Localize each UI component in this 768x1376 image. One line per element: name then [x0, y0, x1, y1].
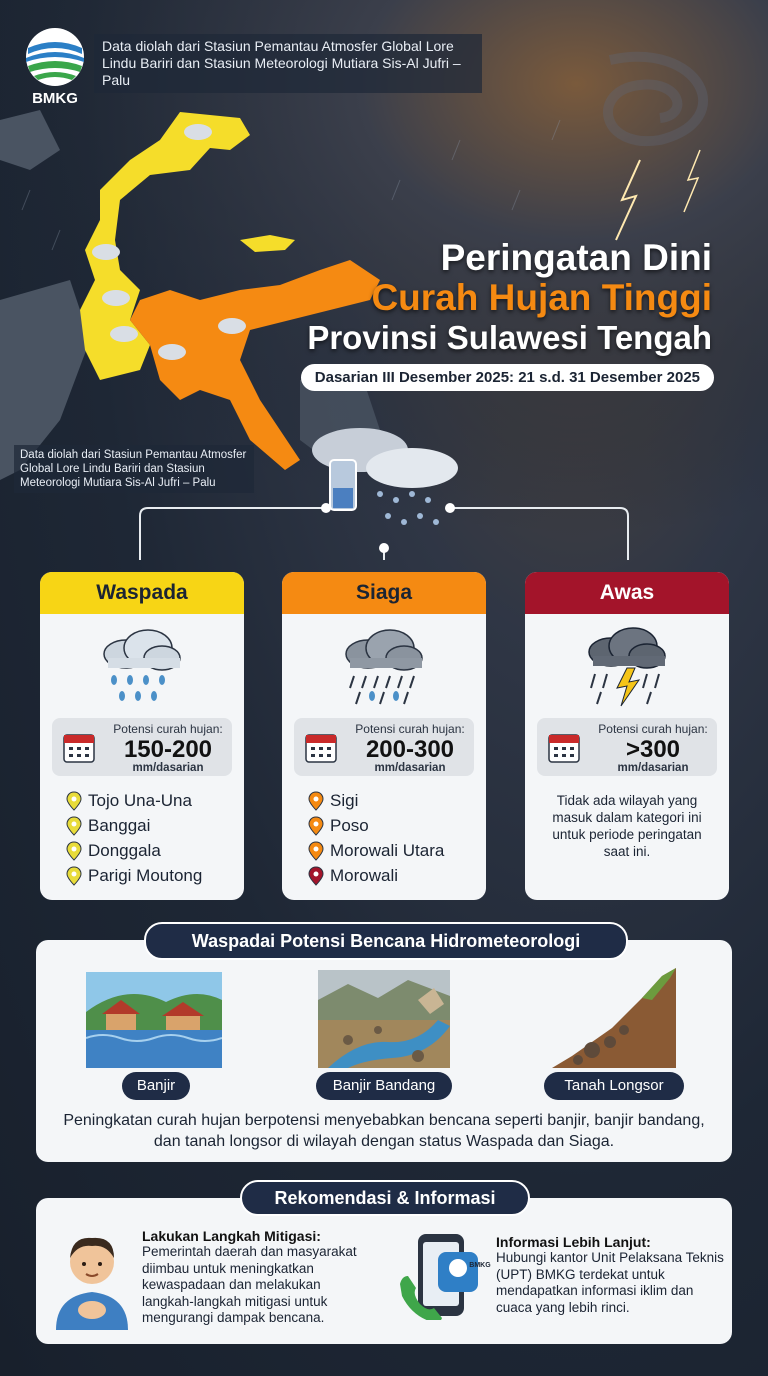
- potensi-box-siaga: [294, 718, 474, 776]
- flood-illustration: [86, 972, 222, 1068]
- location-item: [308, 788, 444, 813]
- potensi-unit: mm/dasarian: [617, 762, 689, 774]
- card-waspada: [40, 572, 244, 900]
- mitigation-block: [142, 1228, 372, 1327]
- card-siaga-title: Siaga: [282, 572, 486, 614]
- map-pin-icon: [66, 841, 82, 861]
- mitigation-heading: Lakukan Langkah Mitigasi:: [142, 1228, 321, 1244]
- map-pin-icon: [66, 816, 82, 836]
- hazard-title: Waspadai Potensi Bencana Hidrometeorologi: [144, 922, 628, 960]
- location-name: Poso: [330, 816, 369, 835]
- title-line-3: Provinsi Sulawesi Tengah: [307, 319, 712, 356]
- location-name: Parigi Moutong: [88, 866, 203, 885]
- location-list-siaga: [308, 788, 444, 888]
- card-siaga: [282, 572, 486, 900]
- potensi-value: >300: [625, 736, 681, 763]
- card-awas: [525, 572, 729, 900]
- page-title: [252, 238, 712, 358]
- hazard-label-banjir: Banjir: [122, 1072, 190, 1100]
- location-name: Donggala: [88, 841, 161, 860]
- location-name: Sigi: [330, 791, 359, 810]
- potensi-unit: mm/dasarian: [374, 762, 446, 774]
- bmkg-emblem-icon: [22, 26, 88, 88]
- card-awas-title: Awas: [525, 572, 729, 614]
- info-body: Hubungi kantor Unit Pelaksana Teknis (UPT) BMKG terdekat untuk mendapatkan informasi iklim dan cuaca yang lebih rinci.: [496, 1250, 724, 1315]
- location-item: [66, 863, 202, 888]
- calendar-icon: [304, 730, 338, 764]
- potensi-label: Potensi curah hujan:: [355, 722, 465, 736]
- heavy-rain-cloud-icon: [338, 624, 430, 708]
- location-name: Morowali: [330, 866, 399, 885]
- hazard-description: Peningkatan curah hujan berpotensi menyebabkan bencana seperti banjir, banjir bandang, dan tanah longsor di wilayah dengan status Waspada dan Siaga.: [63, 1112, 705, 1150]
- title-line-2: Curah Hujan Tinggi: [371, 277, 712, 318]
- potensi-label: Potensi curah hujan:: [113, 722, 223, 736]
- source-note-top: Data diolah dari Stasiun Pemantau Atmosfer Global Lore Lindu Bariri dan Stasiun Meteorologi Mutiara Sis-Al Jufri – Palu: [94, 34, 482, 93]
- map-pin-icon: [308, 866, 324, 886]
- location-name: Tojo Una-Una: [88, 791, 192, 810]
- potensi-box-waspada: [52, 718, 232, 776]
- location-item: [66, 838, 202, 863]
- rain-cloud-icon: [96, 624, 188, 708]
- bmkg-logo: [22, 26, 88, 110]
- awas-note: Tidak ada wilayah yang masuk dalam kategori ini untuk periode peringatan saat ini.: [552, 793, 702, 859]
- potensi-box-awas: [537, 718, 717, 776]
- hazard-label-banjir-bandang: Banjir Bandang: [316, 1072, 452, 1100]
- phone-bmkg-text: BMKG: [469, 1262, 491, 1269]
- map-pin-icon: [66, 791, 82, 811]
- mitigation-body: Pemerintah daerah dan masyarakat diimbau untuk meningkatkan kewaspadaan dan melakukan langkah-langkah mitigasi untuk mengurangi dampak bencana.: [142, 1244, 357, 1325]
- recommendation-title: Rekomendasi & Informasi: [240, 1180, 530, 1216]
- card-waspada-title: Waspada: [40, 572, 244, 614]
- location-item: [66, 813, 202, 838]
- period-badge: Dasarian III Desember 2025: 21 s.d. 31 Desember 2025: [301, 364, 714, 391]
- map-pin-icon: [308, 841, 324, 861]
- source-note-left: Data diolah dari Stasiun Pemantau Atmosfer Global Lore Lindu Bariri dan Stasiun Meteorologi Mutiara Sis-Al Jufri – Palu: [14, 445, 254, 493]
- location-item: [66, 788, 202, 813]
- flash-flood-illustration: [318, 970, 450, 1068]
- location-name: Morowali Utara: [330, 841, 445, 860]
- title-line-1: Peringatan Dini: [440, 237, 712, 278]
- potensi-unit: mm/dasarian: [132, 762, 204, 774]
- calendar-icon: [62, 730, 96, 764]
- info-heading: Informasi Lebih Lanjut:: [496, 1234, 651, 1250]
- calendar-icon: [547, 730, 581, 764]
- potensi-value: 200-300: [365, 736, 455, 763]
- location-item: [308, 838, 444, 863]
- location-list-waspada: [66, 788, 202, 888]
- map-pin-icon: [308, 816, 324, 836]
- hazard-label-tanah-longsor: Tanah Longsor: [544, 1072, 684, 1100]
- map-pin-icon: [66, 866, 82, 886]
- location-item: [308, 813, 444, 838]
- potensi-label: Potensi curah hujan:: [598, 722, 708, 736]
- map-pin-icon: [308, 791, 324, 811]
- landslide-illustration: [552, 968, 676, 1068]
- location-name: Banggai: [88, 816, 151, 835]
- thunderstorm-cloud-icon: [581, 622, 673, 708]
- location-item: [308, 863, 444, 888]
- bmkg-logo-text: BMKG: [32, 90, 78, 107]
- phone-icon: [398, 1232, 490, 1320]
- person-illustration: [50, 1226, 134, 1330]
- potensi-value: 150-200: [123, 736, 213, 763]
- info-block: [496, 1234, 726, 1316]
